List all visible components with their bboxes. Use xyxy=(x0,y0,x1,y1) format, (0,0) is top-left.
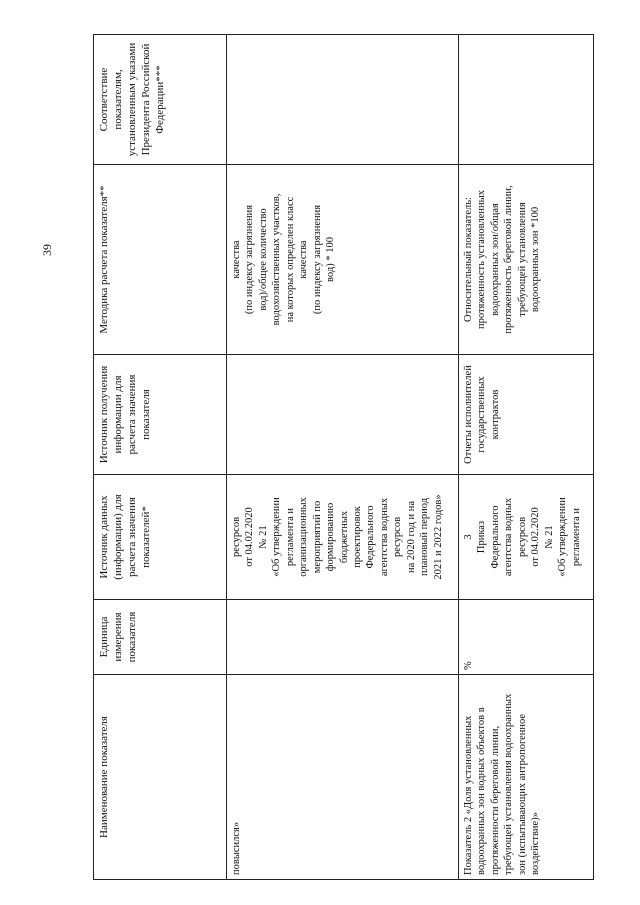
row2-data-source-line: агентства водных xyxy=(503,497,515,577)
row1-data-source-line: ресурсов xyxy=(392,516,404,558)
page-number: 39 xyxy=(40,244,54,256)
row1-data-source-line: агентства водных xyxy=(378,497,390,577)
row2-data-source-line: от 04.02.2020 xyxy=(530,507,542,567)
row2-info-source: Отчеты исполнителей государственных контрактов xyxy=(459,355,594,475)
row2-data-source-line: Федерального xyxy=(489,505,501,569)
row1-method-line: на которых определен класс xyxy=(284,196,296,323)
row1-method-line: (по индексу загрязнения xyxy=(244,204,256,315)
row1-data-source-line: № 21 xyxy=(257,525,269,549)
row1-data-source-line: 2021 и 2022 годов» xyxy=(432,494,444,580)
indicators-table xyxy=(93,34,594,880)
row1-method-line: (по индексу загрязнения xyxy=(311,204,323,315)
row1-method-line: вод) * 100 xyxy=(325,237,337,282)
row1-method xyxy=(227,165,459,355)
row1-data-source-line: организационных xyxy=(298,497,310,577)
header-info-source: Источник получения информации для расчета значения показателя xyxy=(94,355,227,475)
row1-data-source-line: мероприятий по xyxy=(311,500,323,574)
row1-data-source-line: бюджетных xyxy=(338,510,350,564)
row1-data-source-line: Федерального xyxy=(365,505,377,569)
row2-data-source-line: «Об утверждении xyxy=(557,497,569,577)
row1-compliance xyxy=(227,35,459,165)
row1-data-source-line: плановый период xyxy=(419,497,431,577)
row1-info-source xyxy=(227,355,459,475)
row1-method-line: качества xyxy=(298,240,310,279)
row1-data-source-line: регламента и xyxy=(284,507,296,567)
rotated-table-container xyxy=(93,35,593,880)
row2-unit: % xyxy=(459,600,594,675)
row1-method-line: качества xyxy=(231,240,242,279)
row2-compliance xyxy=(459,35,594,165)
row1-data-source-line: «Об утверждении xyxy=(271,497,283,577)
row1-data-source xyxy=(227,475,459,600)
row2-data-source-line: № 21 xyxy=(543,525,555,549)
row1-unit xyxy=(227,600,459,675)
table-row-1 xyxy=(227,35,459,880)
header-indicator-name: Наименование показателя xyxy=(94,675,227,880)
row1-data-source-line: на 2020 год и на xyxy=(405,501,417,574)
row2-data-source xyxy=(459,475,594,600)
row2-data-source-line: 3 xyxy=(463,534,474,540)
row2-indicator-name: Показатель 2 «Доля установленных водоохранных зон водных объектов в протяженности береговой линии, требующей установления водоохранных зон (испытывающих антропогенное воздействие)» xyxy=(459,675,594,880)
row2-data-source-line: регламента и xyxy=(570,507,582,567)
row1-data-source-line: от 04.02.2020 xyxy=(244,507,256,567)
row2-data-source-line: ресурсов xyxy=(516,516,528,558)
row1-method-line: вод)/общее количество xyxy=(257,208,269,311)
row1-data-source-line: формированию xyxy=(325,502,337,572)
row2-method: Относительный показатель: протяженность установленных водоохранных зон/общая протяженность береговой линии, требующей установления водоохранных зон *100 xyxy=(459,165,594,355)
header-data-source: Источник данных (информации) для расчета значения показателей* xyxy=(94,475,227,600)
row2-data-source-line: Приказ xyxy=(476,520,488,554)
row1-indicator-name: повысился» xyxy=(227,675,459,880)
row1-data-source-line: проектировок xyxy=(351,506,363,568)
row1-data-source-line: ресурсов xyxy=(231,516,242,558)
table-header-row xyxy=(94,35,227,880)
header-compliance: Соответствие показателям, установленным указами Президента Российской Федерации*** xyxy=(94,35,227,165)
row1-method-line: водохозяйственных участков, xyxy=(271,193,283,326)
header-method: Методика расчета показателя** xyxy=(94,165,227,355)
table-row-2 xyxy=(459,35,594,880)
header-unit: Единица измерения показателя xyxy=(94,600,227,675)
